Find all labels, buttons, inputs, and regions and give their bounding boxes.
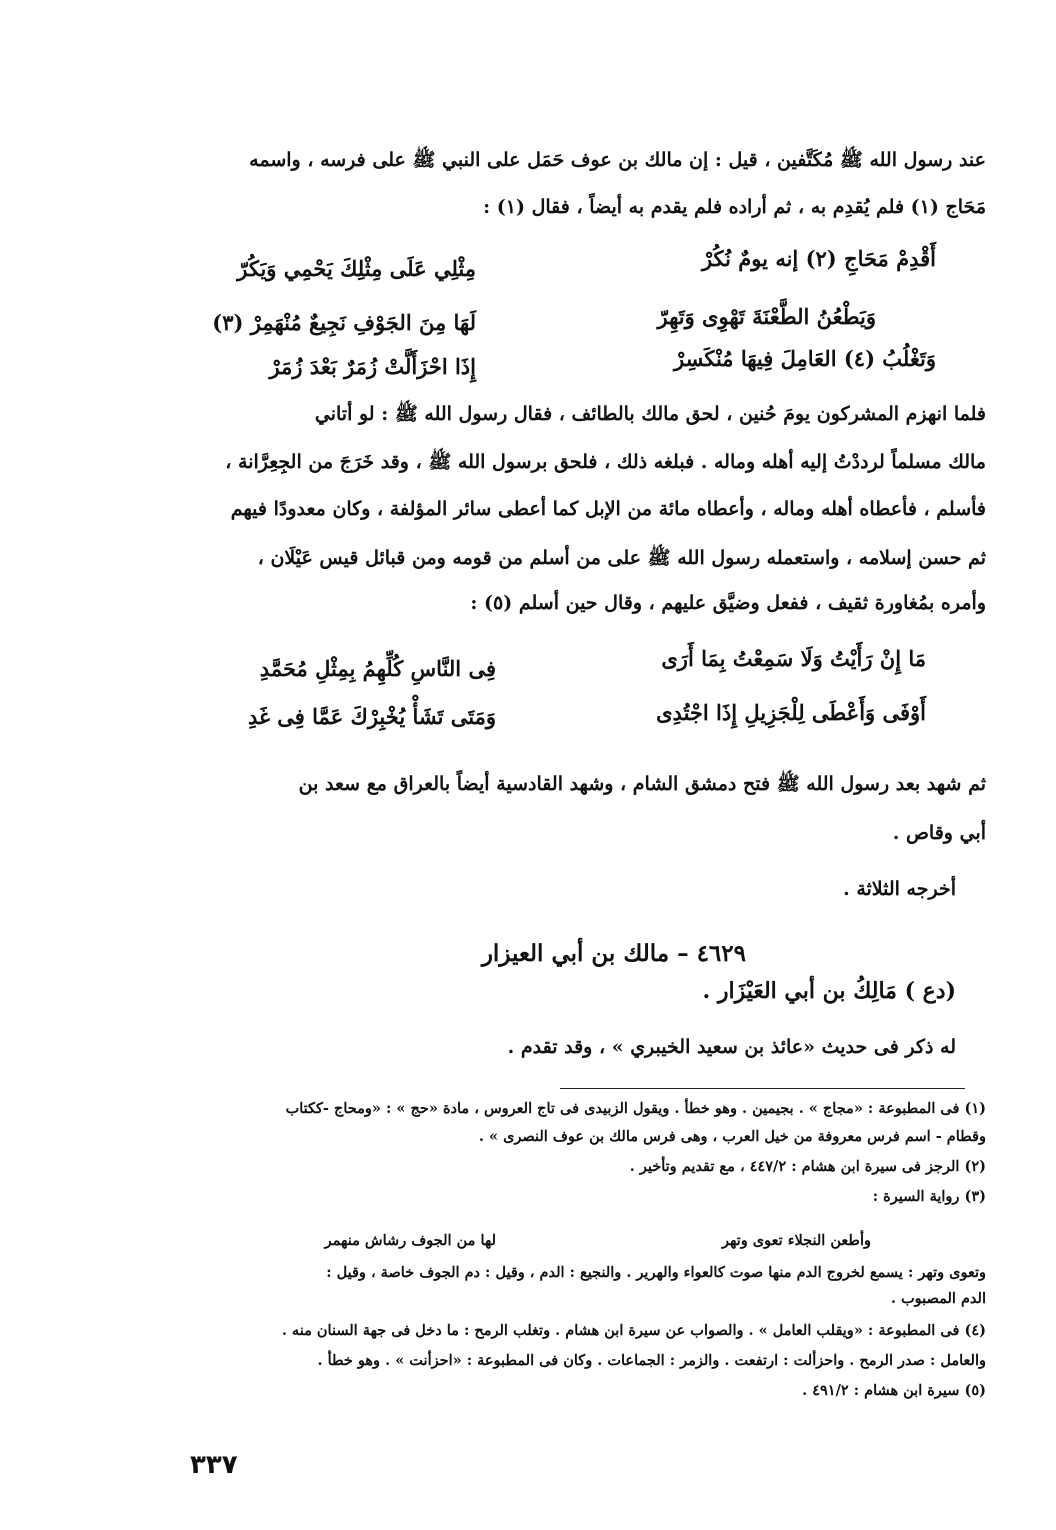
- body-line: وأمره بمُغاورة ثقيف ، ففعل وضيَّق عليهم ، وقال حين أسلم (٥) :: [470, 592, 986, 614]
- verse-hemistich: وَمَتَى تَشَأْ يُخْبِرْكَ عَمَّا فِى غَدِ: [247, 704, 496, 729]
- verse-hemistich: إِذَا احْزَأَلَّتْ زُمَرٌ بَعْدَ زُمَرْ: [269, 354, 476, 379]
- body-line: مَحَاج (١) فلم يُقدِم به ، ثم أراده فلم يقدم به أيضاً ، فقال (١) :: [483, 196, 986, 218]
- footnote-line: (٢) الرجز فى سيرة ابن هشام : ٤٤٧/٢ ، مع تقديم وتأخير .: [629, 1158, 986, 1175]
- verse-hemistich: فِى النَّاسِ كُلِّهِمُ بِمِثْلِ مُحَمَّدِ: [259, 656, 496, 681]
- verse-hemistich: لَهَا مِنَ الجَوْفِ نَجِيعٌ مُنْهَمِرْ (٣): [212, 310, 476, 335]
- footnote-line: والعامل : صدر الرمح . واحزألت : ارتفعت . والزمر : الجماعات . وكان فى المطبوعة : «احزأنت » . وهو خطأ .: [317, 1352, 986, 1369]
- body-line: عند رسول الله ﷺ مُكَتَّفين ، قيل : إن مالك بن عوف حَمَل على النبي ﷺ على فرسه ، واسمه: [249, 149, 986, 171]
- footnote-verse: وأطعن النجلاء تعوى وتهر: [722, 1232, 871, 1249]
- verse-hemistich: وَتَغْلُبُ (٤) العَامِلَ فِيهَا مُنْكَسِرْ: [674, 346, 936, 371]
- entry-text: له ذكر فى حديث «عائذ بن سعيد الخيبري » ، وقد تقدم .: [507, 1036, 956, 1058]
- body-line: أبي وقاص .: [892, 822, 986, 844]
- footnote-line: (٣) رواية السيرة :: [872, 1188, 986, 1205]
- entry-heading: ٤٦٢٩ – مالك بن أبي العيزار: [481, 940, 746, 967]
- body-line: فلما انهزم المشركون يومَ حُنين ، لحق مالك بالطائف ، فقال رسول الله ﷺ : لو أتاني: [314, 403, 986, 425]
- footnote-line: الدم المصبوب .: [890, 1290, 986, 1307]
- footnote-separator: [560, 1088, 965, 1089]
- body-line: ثم حسن إسلامه ، واستعمله رسول الله ﷺ على من أسلم من قومه ومن قبائل قيس عَيْلَان ،: [257, 547, 986, 569]
- footnote-verse: لها من الجوف رشاش منهمر: [324, 1232, 496, 1249]
- body-line: ثم شهد بعد رسول الله ﷺ فتح دمشق الشام ، وشهد القادسية أيضاً بالعراق مع سعد بن: [298, 773, 986, 795]
- body-line: مالك مسلماً لرددْتُ إليه أهله وماله . فبلغه ذلك ، فلحق برسول الله ﷺ ، وقد خَرَجَ من الجِعِرَّانة ،: [225, 451, 986, 473]
- footnote-line: (٤) فى المطبوعة : «ويقلب العامل » . والصواب عن سيرة ابن هشام . وتغلب الرمح : ما دخل فى جهة السنان منه .: [281, 1322, 986, 1339]
- footnote-line: (٥) سيرة ابن هشام : ٤٩١/٢ .: [802, 1382, 986, 1399]
- footnote-line: وقطام - اسم فرس معروفة من خيل العرب ، وهى فرس مالك بن عوف النصرى » .: [478, 1128, 986, 1145]
- page-number: ٣٣٧: [190, 1450, 238, 1480]
- verse-hemistich: مِثْلِي عَلَى مِثْلِكَ يَحْمِي وَيَكُرّ: [237, 256, 476, 281]
- verse-hemistich: أَقْدِمْ مَحَاجِ (٢) إنه يومٌ نُكُرْ: [701, 246, 936, 271]
- entry-code: (دع ) مَالِكُ بن أبي العَيْزَار .: [702, 978, 956, 1004]
- verse-hemistich: أَوْفَى وَأَعْطَى لِلْجَزِيلِ إِذَا اجْتُدِى: [656, 700, 926, 725]
- verse-hemistich: مَا إِنْ رَأَيْتُ وَلَا سَمِعْتُ بِمَا أَرَى: [661, 646, 926, 671]
- body-line: أخرجه الثلاثة .: [843, 878, 956, 900]
- footnote-line: وتعوى وتهر : يسمع لخروج الدم منها صوت كالعواء والهرير . والنجيع : الدم ، وقيل : دم الجوف خاصة ، وقيل :: [326, 1264, 986, 1281]
- footnote-line: (١) فى المطبوعة : «مجاج » . بجيمين . وهو خطأ . ويقول الزبيدى فى تاج العروس ، مادة «حج » : «ومحاج -ككتاب: [285, 1100, 986, 1117]
- verse-hemistich: وَيَطْعُنُ الطَّعْنَةَ تَهْوِى وَتَهِرّ: [657, 304, 876, 329]
- body-line: فأسلم ، فأعطاه أهله وماله ، وأعطاه مائة من الإبل كما أعطى سائر المؤلفة ، وكان معدودًا فيهم: [230, 498, 986, 520]
